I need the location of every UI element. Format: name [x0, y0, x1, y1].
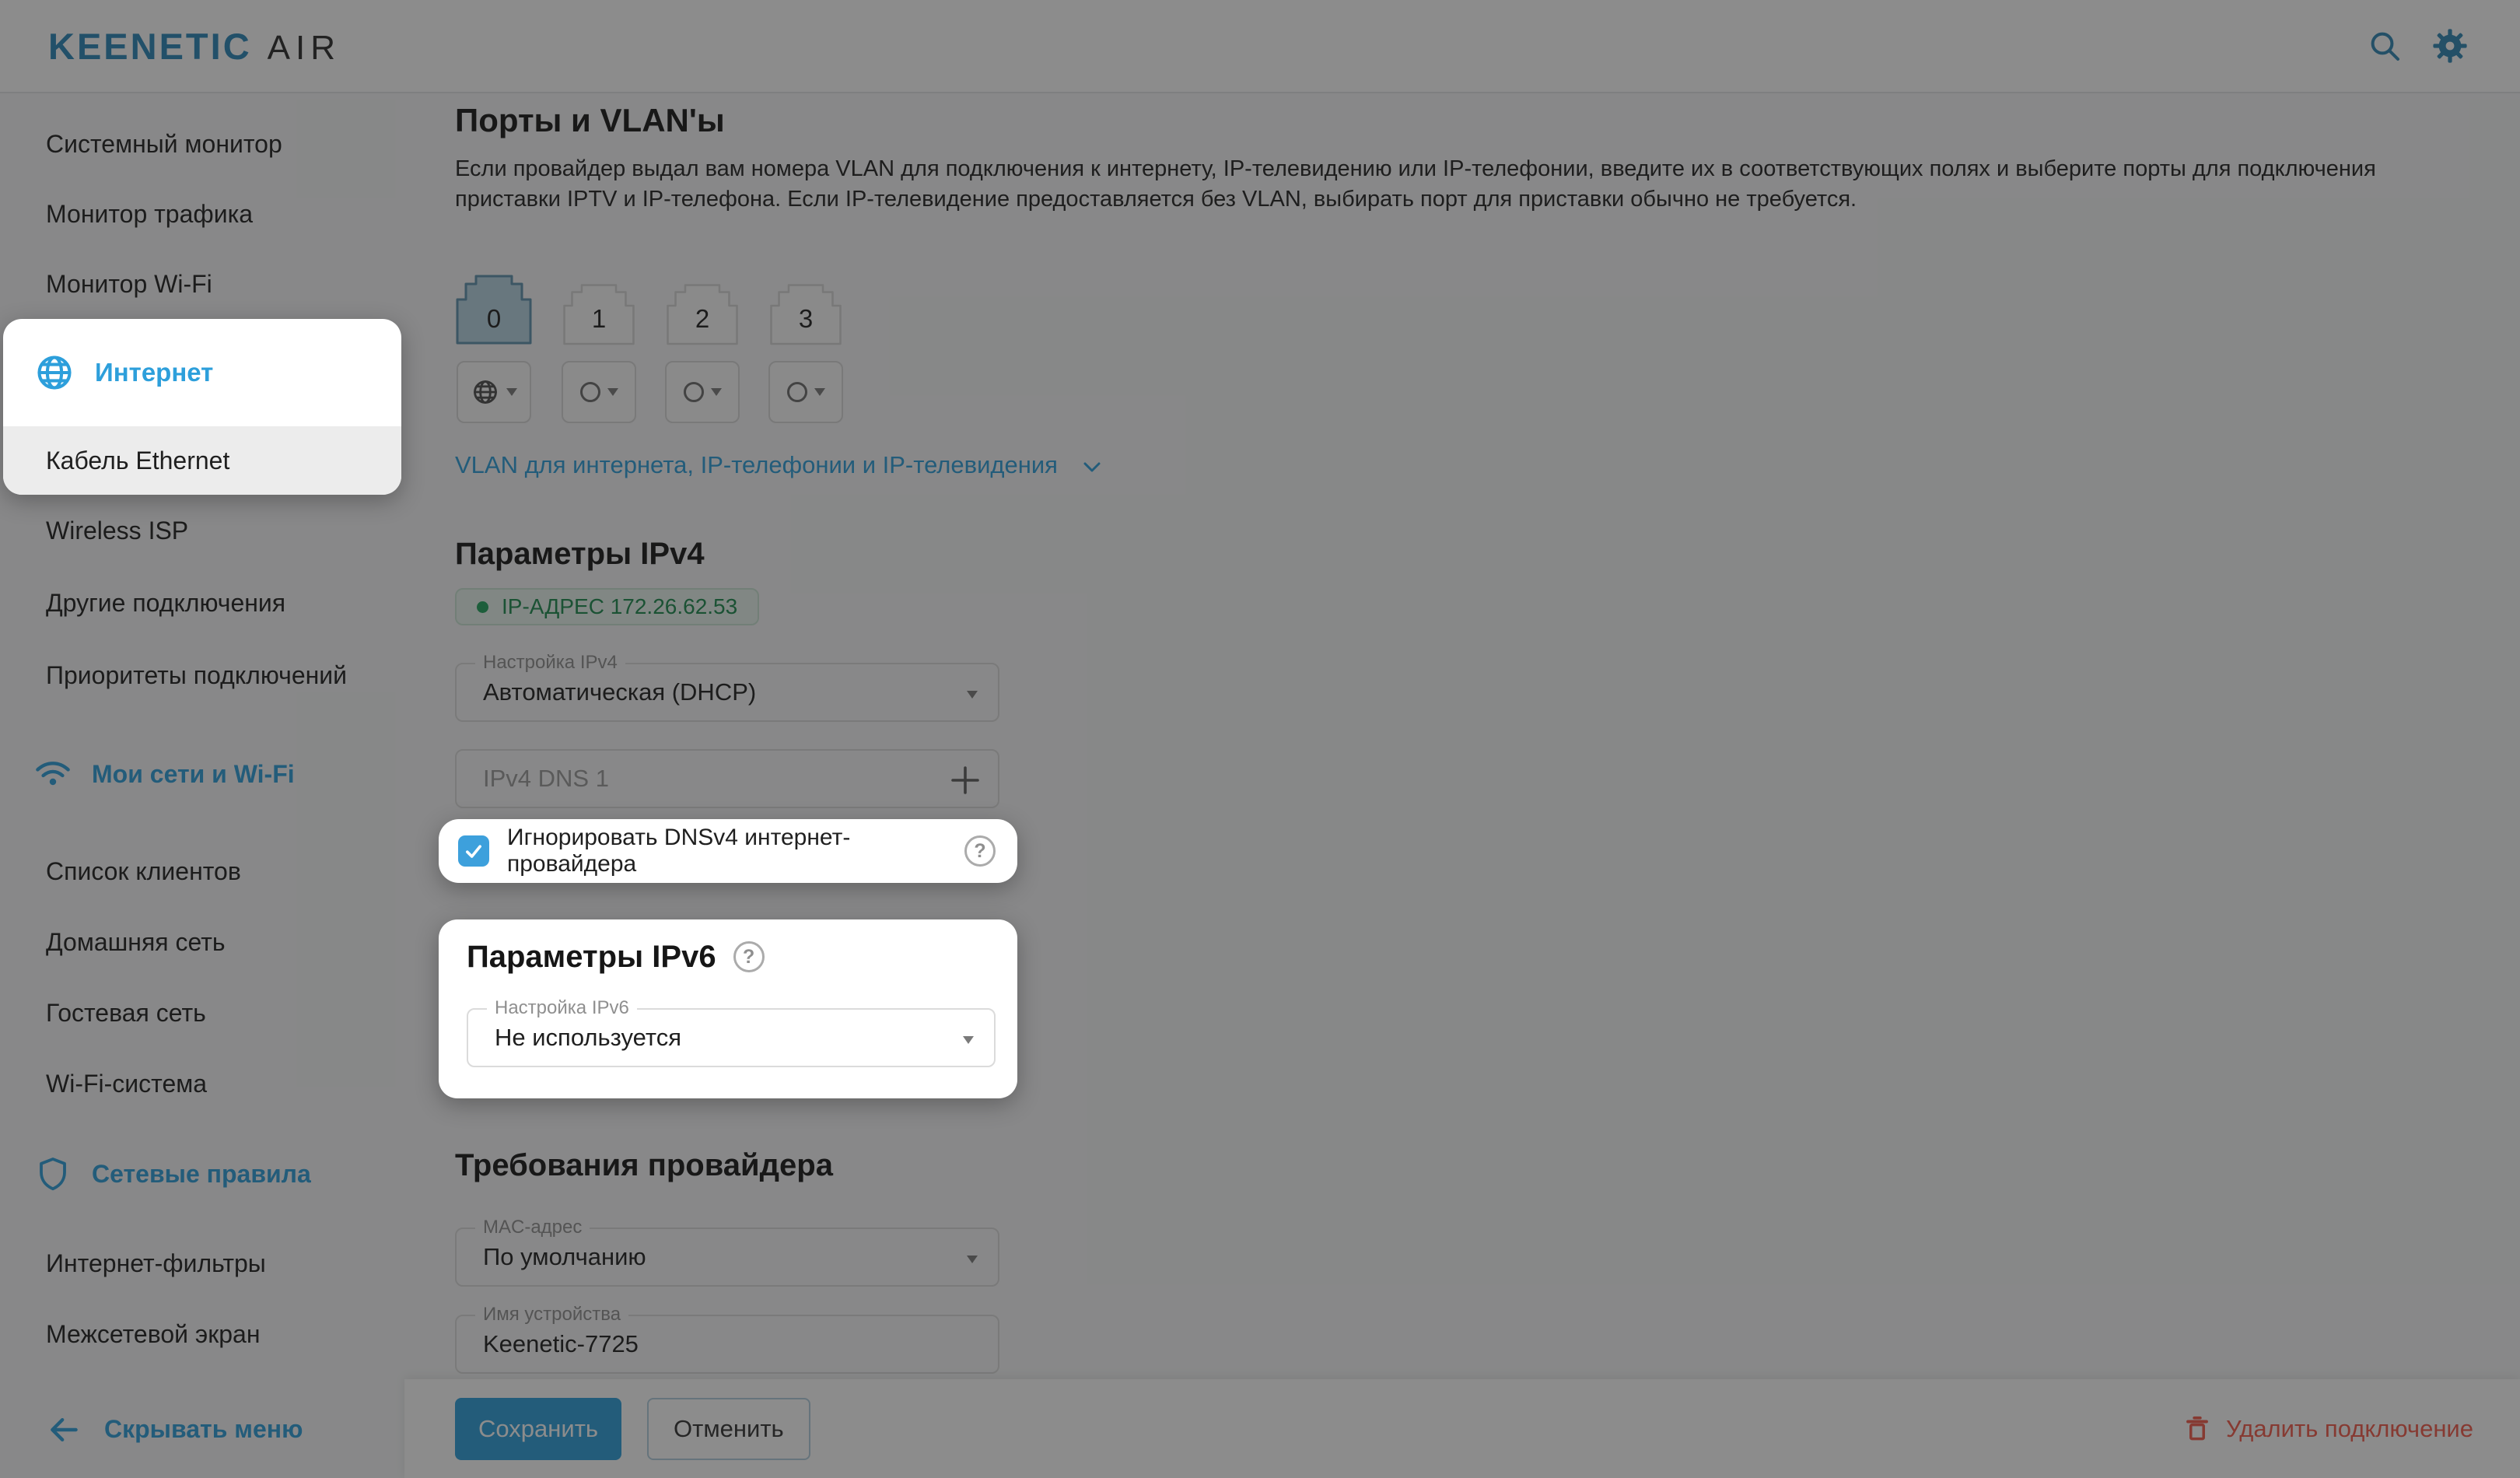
help-icon[interactable]: ? — [733, 941, 765, 972]
caret-down-icon — [963, 1036, 974, 1044]
help-icon[interactable]: ? — [964, 835, 996, 867]
ipv6-section-title: Параметры IPv6 — [467, 940, 716, 974]
ipv6-mode-label: Настройка IPv6 — [487, 997, 637, 1019]
sidebar-section-internet[interactable] — [3, 319, 401, 426]
ipv6-section-card — [439, 919, 1017, 1098]
spotlight-internet-card — [3, 319, 401, 495]
ignore-dns-label: Игнорировать DNSv4 интернет-провайдера — [507, 825, 851, 877]
ipv6-mode-select[interactable] — [467, 997, 996, 1067]
checkmark-icon — [463, 840, 485, 862]
sidebar-section-internet-label: Интернет — [95, 358, 214, 387]
ignore-dns-row[interactable] — [439, 819, 1017, 883]
ipv6-mode-value: Не используется — [495, 1024, 682, 1051]
globe-icon — [34, 352, 75, 393]
sidebar-item-ethernet-cable[interactable]: Кабель Ethernet — [3, 426, 401, 495]
ignore-dns-checkbox[interactable] — [458, 835, 489, 867]
